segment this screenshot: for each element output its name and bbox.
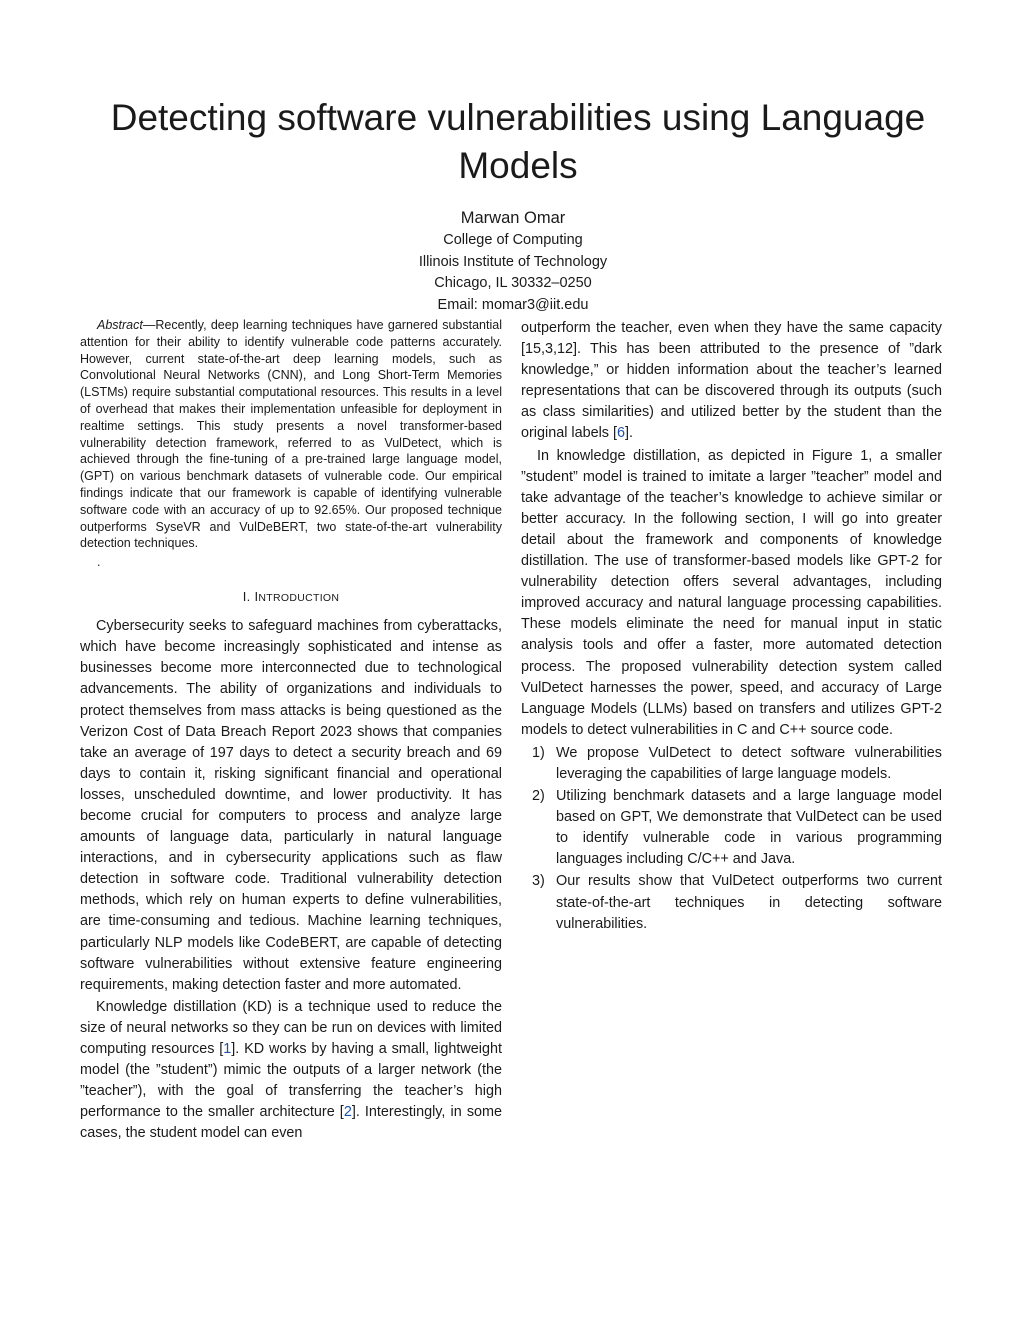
abstract-dash: — bbox=[142, 318, 156, 332]
author-name: Marwan Omar bbox=[460, 209, 566, 227]
reference-link-1[interactable]: 1 bbox=[223, 1041, 232, 1058]
reference-link-2[interactable]: 2 bbox=[343, 1104, 352, 1121]
author-block bbox=[258, 206, 768, 316]
section-heading-introduction bbox=[80, 588, 502, 607]
reference-link-6[interactable]: 6 bbox=[617, 425, 626, 442]
contribution-item: 2) Utilizing benchmark datasets and a large language model based on GPT, We demonstrate that VulDetect can be used to identify vulnerable code in various programming languages including C/C++ and Java. bbox=[532, 788, 942, 868]
author-email: Email: momar3@iit.edu bbox=[437, 296, 589, 313]
right-column bbox=[521, 318, 942, 936]
section-title: INTRODUCTION bbox=[254, 589, 340, 605]
intro-paragraph-2-continued: outperform the teacher, even when they have the same capacity [15,3,12]. This has been attributed to the presence of ”dark knowledge,” or hidden information about the teacher’s learned representations that can be discovered through its outputs (such as class similarities) and utilized better by the student than the original labels [6]. bbox=[521, 320, 942, 442]
left-column bbox=[80, 317, 502, 1146]
abstract-label: Abstract bbox=[97, 318, 143, 332]
author-affiliation-institute: Illinois Institute of Technology bbox=[418, 253, 608, 270]
abstract-trailing-dot: . bbox=[97, 555, 101, 570]
contributions-list bbox=[521, 743, 942, 935]
author-affiliation-college: College of Computing bbox=[443, 232, 583, 248]
intro-paragraph-2: Knowledge distillation (KD) is a technique used to reduce the size of neural networks so they can be run on devices with limited computing resources [1]. KD works by having a small, lightweight model (the ”student”) mimic the outputs of a larger network (the ”teacher”), with the goal of transferring the teacher’s high performance to the smaller architecture [2]. Interestingly, in some cases, the student model can even bbox=[80, 998, 503, 1142]
section-numeral: I. bbox=[242, 589, 251, 605]
contribution-item: 3) Our results show that VulDetect outperforms two current state-of-the-art techniques in detecting software vulnerabilities. bbox=[532, 873, 942, 932]
contribution-item: 1) We propose VulDetect to detect software vulnerabilities leveraging the capabilities of large language models. bbox=[532, 744, 942, 782]
paper-title: Detecting software vulnerabilities using Language Models bbox=[110, 97, 926, 186]
author-address: Chicago, IL 30332–0250 bbox=[434, 275, 592, 291]
intro-paragraph-1: Cybersecurity seeks to safeguard machines from cyberattacks, which have become increasingly sophisticated and intense as businesses become more interconnected due to technological advancements. The ability of organizations and individuals to protect themselves from mass attacks is being questioned as the Verizon Cost of Data Breach Report 2023 shows that companies take an average of 197 days to detect a security breach and 69 days to contain it, risking significant financial and operational losses, unscheduled downtime, and lower productivity. It has become crucial for computers to process and analyze large amounts of language data, particularly in natural language interactions, and in cybersecurity applications such as flaw detection in software code. Traditional vulnerability detection methods, which rely on human experts to define vulnerabilities, are time-consuming and tedious. Machine learning techniques, particularly NLP models like CodeBERT, are capable of detecting software vulnerabilities without extensive feature engineering requirements, making detection faster and more automated. bbox=[80, 618, 502, 993]
intro-paragraph-3: In knowledge distillation, as depicted in Figure 1, a smaller ”student” model is trained to imitate a larger ”teacher” model and take advantage of the teacher’s knowledge to achieve similar or better accuracy. In the following section, I will go into greater detail about the framework and components of knowledge distillation. The use of transformer-based models like GPT-2 for vulnerability detection offers several advantages, including improved accuracy and natural language processing capabilities. These models eliminate the need for manual input in static analysis tools and offer a faster, more automated detection process. The proposed vulnerability detection system called VulDetect harnesses the power, speed, and accuracy of Large Language Models (LLMs) based on transfers and utilizes GPT-2 models to detect vulnerabilities in C and C++ source code. bbox=[521, 447, 942, 738]
abstract-text: Recently, deep learning techniques have garnered substantial attention for their ability to identify vulnerable code patterns accurately. However, current state-of-the-art deep learning models, such as Convolutional Neural Networks (CNN), and Long Short-Term Memories (LSTMs) require substantial computational resources. This results in a level of overhead that makes their implementation unfeasible for deployment in realtime settings. This study presents a novel transformer-based vulnerability detection framework, referred to as VulDetect, which is achieved through the fine-tuning of a pre-trained large language model, (GPT) on various benchmark datasets of vulnerable code. Our empirical findings indicate that our framework is capable of identifying vulnerable software code with an accuracy of up to 92.65%. Our proposed technique outperforms SyseVR and VulDeBERT, two state-of-the-art vulnerability detection techniques. bbox=[80, 318, 502, 551]
abstract bbox=[80, 317, 502, 552]
